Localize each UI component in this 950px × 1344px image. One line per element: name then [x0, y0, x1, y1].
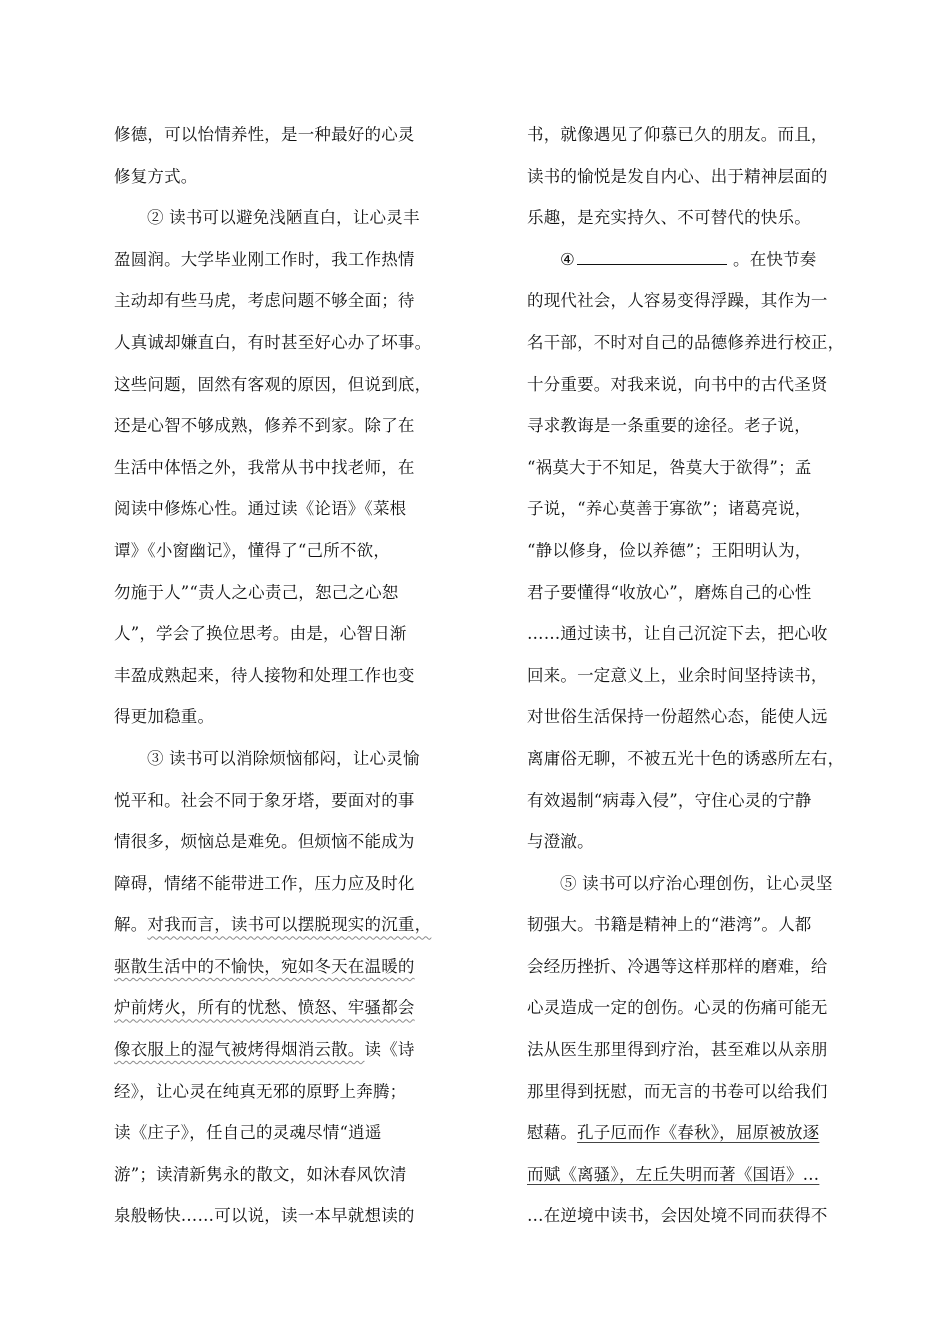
wavy-underlined-text: 像衣服上的湿气被烤得烟消云散。	[114, 1040, 365, 1060]
text-line: 名干部，不时对自己的品德修养进行校正，	[527, 332, 845, 352]
text-line: 这些问题，固然有客观的原因，但说到底，	[114, 374, 432, 394]
text-line: 心灵造成一定的创伤。心灵的伤痛可能无	[527, 998, 828, 1018]
text-line: 修德，可以怡情养性，是一种最好的心灵	[114, 125, 415, 144]
text-segment: 解。	[114, 915, 148, 935]
text-line: 子说，“养心莫善于寡欲”；诸葛亮说，	[527, 499, 812, 519]
text-line: 盈圆润。大学毕业刚工作时，我工作热情	[114, 249, 415, 269]
text-line: 悦平和。社会不同于象牙塔，要面对的事	[114, 790, 415, 810]
text-line: 寻求教诲是一条重要的途径。老子说，	[527, 416, 811, 436]
text-line: 对世俗生活保持一份超然心态，能使人远	[527, 707, 828, 727]
text-line: 与澄澈。	[527, 832, 594, 852]
text-line: 生活中体悟之外，我常从书中找老师，在	[114, 457, 415, 477]
text-line: 那里得到抚慰，而无言的书卷可以给我们	[527, 1081, 828, 1101]
text-line: 阅读中修炼心性。通过读《论语》《菜根	[114, 499, 407, 519]
left-column	[114, 120, 434, 1243]
wavy-underlined-text: 炉前烤火，所有的忧愁、愤怒、牢骚都会	[114, 998, 415, 1018]
underlined-text: 而赋《离骚》，左丘失明而著《国语》…	[527, 1164, 820, 1184]
text-line: 人”，学会了换位思考。由是，心智日渐	[114, 624, 407, 644]
text-line: 书，就像遇见了仰慕已久的朋友。而且，	[527, 125, 828, 144]
paragraph-2-start: ② 读书可以避免浅陋直白，让心灵丰	[147, 208, 420, 228]
wavy-underlined-text: 对我而言，读书可以摆脱现实的沉重，	[147, 915, 432, 935]
text-line: 游”；读清新隽永的散文，如沐春风饮清	[114, 1164, 407, 1184]
text-segment: 慰藉。	[527, 1123, 578, 1143]
paragraph-number: ④	[560, 249, 575, 269]
right-column	[527, 120, 845, 1243]
fill-in-blank	[577, 246, 727, 265]
paragraph-4-start	[527, 245, 839, 287]
text-line: “祸莫大于不知足，咎莫大于欲得”；孟	[527, 457, 812, 477]
text-line	[527, 1118, 839, 1160]
text-line: 会经历挫折、冷遇等这样那样的磨难，给	[527, 956, 828, 976]
text-line	[527, 1160, 839, 1202]
text-line: 修复方式。	[114, 166, 198, 186]
text-line: 经》，让心灵在纯真无邪的原野上奔腾；	[114, 1081, 407, 1101]
text-line: 读书的愉悦是发自内心、出于精神层面的	[527, 166, 828, 186]
text-line: 情很多，烦恼总是难免。但烦恼不能成为	[114, 832, 415, 852]
text-segment: 读《诗	[364, 1040, 415, 1060]
text-line: …在逆境中读书，会因处境不同而获得不	[527, 1206, 828, 1226]
text-line: 韧强大。书籍是精神上的“港湾”。人都	[527, 915, 812, 935]
text-line: 泉般畅快……可以说，读一本早就想读的	[114, 1206, 415, 1226]
text-line: 乐趣，是充实持久、不可替代的快乐。	[527, 208, 811, 228]
paragraph-5-start: ⑤ 读书可以疗治心理创伤，让心灵坚	[560, 873, 833, 893]
text-line: 还是心智不够成熟，修养不到家。除了在	[114, 416, 415, 436]
text-line: 读《庄子》，任自己的灵魂尽情“逍遥	[114, 1123, 382, 1143]
text-line: 主动却有些马虎，考虑问题不够全面；待	[114, 291, 415, 311]
text-line: 有效遏制“病毒入侵”，守住心灵的宁静	[527, 790, 812, 810]
text-line: 的现代社会，人容易变得浮躁，其作为一	[527, 291, 828, 311]
text-line: 离庸俗无聊，不被五光十色的诱惑所左右，	[527, 748, 845, 768]
text-line: 人真诚却嫌直白，有时甚至好心办了坏事。	[114, 332, 432, 352]
text-line: 得更加稳重。	[114, 707, 215, 727]
text-line: 丰盈成熟起来，待人接物和处理工作也变	[114, 665, 415, 685]
text-line: 十分重要。对我来说，向书中的古代圣贤	[527, 374, 828, 394]
text-line	[114, 993, 434, 1035]
paragraph-3-start: ③ 读书可以消除烦恼郁闷，让心灵愉	[147, 748, 420, 768]
text-line	[114, 910, 434, 952]
text-line: 法从医生那里得到疗治，甚至难以从亲朋	[527, 1040, 828, 1060]
underlined-text: 孔子厄而作《春秋》，屈原被放逐	[577, 1123, 820, 1143]
text-line	[114, 952, 434, 994]
text-line	[114, 1035, 434, 1077]
text-line: “静以修身，俭以养德”；王阳明认为，	[527, 540, 812, 560]
text-line: 回来。一定意义上，业余时间坚持读书，	[527, 665, 828, 685]
text-segment: 。在快节奏	[733, 249, 817, 269]
text-line: 障碍，情绪不能带进工作，压力应及时化	[114, 873, 415, 893]
text-line: ……通过读书，让自己沉淀下去，把心收	[527, 624, 828, 644]
text-line: 勿施于人”“责人之心责己，恕己之心恕	[114, 582, 399, 602]
text-line: 君子要懂得“收放心”，磨炼自己的心性	[527, 582, 812, 602]
text-line: 谭》《小窗幽记》，懂得了“己所不欲，	[114, 540, 391, 560]
wavy-underlined-text: 驱散生活中的不愉快，宛如冬天在温暖的	[114, 956, 415, 976]
